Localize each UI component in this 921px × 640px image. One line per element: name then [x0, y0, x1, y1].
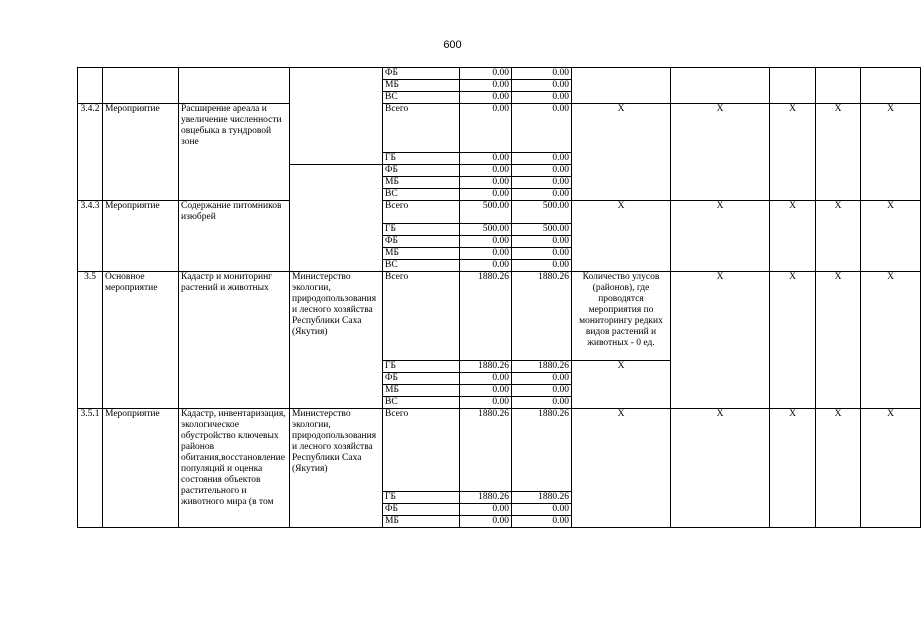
value-cell: 0.00 — [512, 104, 572, 153]
source-cell: Всего — [383, 201, 460, 224]
executor-cell: Министерство экологии, природопользования и лесного хозяйства Республики Саха (Якутия) — [290, 272, 383, 409]
value-cell: 0.00 — [512, 504, 572, 516]
value-cell: 0.00 — [512, 516, 572, 528]
mark-cell: Х — [770, 104, 816, 201]
table-row — [78, 272, 921, 361]
source-cell: ГБ — [383, 361, 460, 373]
value-cell: 500.00 — [512, 201, 572, 224]
activity-name: Содержание питомников изюбрей — [179, 201, 290, 272]
value-cell: 1880.26 — [512, 409, 572, 492]
value-cell: 0.00 — [460, 385, 512, 397]
source-cell: МБ — [383, 80, 460, 92]
indicator-mark-cell: Х — [572, 361, 671, 409]
value-cell: 0.00 — [460, 516, 512, 528]
mark-cell: Х — [671, 201, 770, 272]
mark-cell: Х — [861, 409, 921, 528]
mark-cell: Х — [816, 409, 861, 528]
source-cell: ВС — [383, 260, 460, 272]
mark-cell: Х — [816, 104, 861, 201]
value-cell: 0.00 — [512, 189, 572, 201]
value-cell: 0.00 — [460, 177, 512, 189]
value-cell: 0.00 — [460, 248, 512, 260]
value-cell: 0.00 — [460, 165, 512, 177]
value-cell: 0.00 — [460, 373, 512, 385]
value-cell: 0.00 — [460, 68, 512, 80]
activity-code: 3.5 — [78, 272, 103, 409]
value-cell: 1880.26 — [460, 409, 512, 492]
source-cell: МБ — [383, 385, 460, 397]
source-cell: Всего — [383, 104, 460, 153]
activity-type: Мероприятие — [103, 201, 179, 272]
value-cell: 0.00 — [460, 92, 512, 104]
value-cell: 0.00 — [512, 177, 572, 189]
page-number: 600 — [443, 39, 462, 51]
mark-cell: Х — [861, 201, 921, 272]
value-cell: 0.00 — [460, 504, 512, 516]
program-table-container — [77, 67, 894, 640]
activity-type: Основное мероприятие — [103, 272, 179, 409]
value-cell: 0.00 — [460, 80, 512, 92]
activity-name: Кадастр, инвентаризация, экологическое обустройство ключевых районов обитания,восстановление популяций и оценка состояния объектов растительного и животного мира (в том — [179, 409, 290, 528]
value-cell: 500.00 — [460, 201, 512, 224]
activity-code: 3.5.1 — [78, 409, 103, 528]
mark-cell: Х — [770, 272, 816, 409]
source-cell: ФБ — [383, 68, 460, 80]
source-cell: Всего — [383, 409, 460, 492]
mark-cell: Х — [572, 409, 671, 528]
activity-name: Расширение ареала и увеличение численности овцебыка в тундровой зоне — [179, 104, 290, 201]
mark-cell: Х — [671, 272, 770, 409]
table-row — [78, 104, 921, 153]
value-cell: 1880.26 — [512, 492, 572, 504]
activity-code: 3.4.2 — [78, 104, 103, 201]
source-cell: ВС — [383, 397, 460, 409]
indicator-cell: Количество улусов (районов), где проводятся мероприятия по мониторингу редких видов растений и животных - 0 ед. — [572, 272, 671, 361]
source-cell: ВС — [383, 189, 460, 201]
program-activities-table — [77, 67, 921, 528]
source-cell: ГБ — [383, 224, 460, 236]
value-cell: 0.00 — [512, 260, 572, 272]
mark-cell: Х — [861, 104, 921, 201]
table-row — [78, 409, 921, 492]
table-row — [78, 201, 921, 224]
value-cell: 0.00 — [512, 236, 572, 248]
value-cell: 0.00 — [460, 153, 512, 165]
value-cell: 0.00 — [512, 165, 572, 177]
source-cell: ФБ — [383, 165, 460, 177]
activity-code: 3.4.3 — [78, 201, 103, 272]
value-cell: 0.00 — [460, 104, 512, 153]
source-cell: ГБ — [383, 153, 460, 165]
value-cell: 500.00 — [460, 224, 512, 236]
value-cell: 500.00 — [512, 224, 572, 236]
mark-cell: Х — [572, 104, 671, 201]
source-cell: ФБ — [383, 236, 460, 248]
value-cell: 0.00 — [512, 397, 572, 409]
value-cell: 0.00 — [512, 80, 572, 92]
value-cell: 1880.26 — [460, 361, 512, 373]
mark-cell: Х — [671, 104, 770, 201]
value-cell: 0.00 — [512, 248, 572, 260]
source-cell: МБ — [383, 177, 460, 189]
mark-cell: Х — [816, 272, 861, 409]
value-cell: 0.00 — [512, 373, 572, 385]
value-cell: 0.00 — [460, 260, 512, 272]
mark-cell: Х — [671, 409, 770, 528]
value-cell: 1880.26 — [512, 272, 572, 361]
source-cell: ФБ — [383, 504, 460, 516]
source-cell: МБ — [383, 248, 460, 260]
source-cell: Всего — [383, 272, 460, 361]
mark-cell: Х — [816, 201, 861, 272]
value-cell: 0.00 — [460, 189, 512, 201]
activity-type: Мероприятие — [103, 409, 179, 528]
value-cell: 1880.26 — [460, 492, 512, 504]
executor-cell: Министерство экологии, природопользования и лесного хозяйства Республики Саха (Якутия) — [290, 409, 383, 528]
value-cell: 0.00 — [512, 92, 572, 104]
value-cell: 0.00 — [460, 236, 512, 248]
mark-cell: Х — [770, 201, 816, 272]
source-cell: ФБ — [383, 373, 460, 385]
source-cell: ГБ — [383, 492, 460, 504]
value-cell: 0.00 — [512, 153, 572, 165]
mark-cell: Х — [861, 272, 921, 409]
activity-name: Кадастр и мониторинг растений и животных — [179, 272, 290, 409]
activity-type: Мероприятие — [103, 104, 179, 201]
value-cell: 0.00 — [512, 68, 572, 80]
mark-cell: Х — [770, 409, 816, 528]
source-cell: ВС — [383, 92, 460, 104]
table-row — [78, 68, 921, 80]
value-cell: 1880.26 — [460, 272, 512, 361]
value-cell: 0.00 — [460, 397, 512, 409]
value-cell: 1880.26 — [512, 361, 572, 373]
mark-cell: Х — [572, 201, 671, 272]
value-cell: 0.00 — [512, 385, 572, 397]
source-cell: МБ — [383, 516, 460, 528]
